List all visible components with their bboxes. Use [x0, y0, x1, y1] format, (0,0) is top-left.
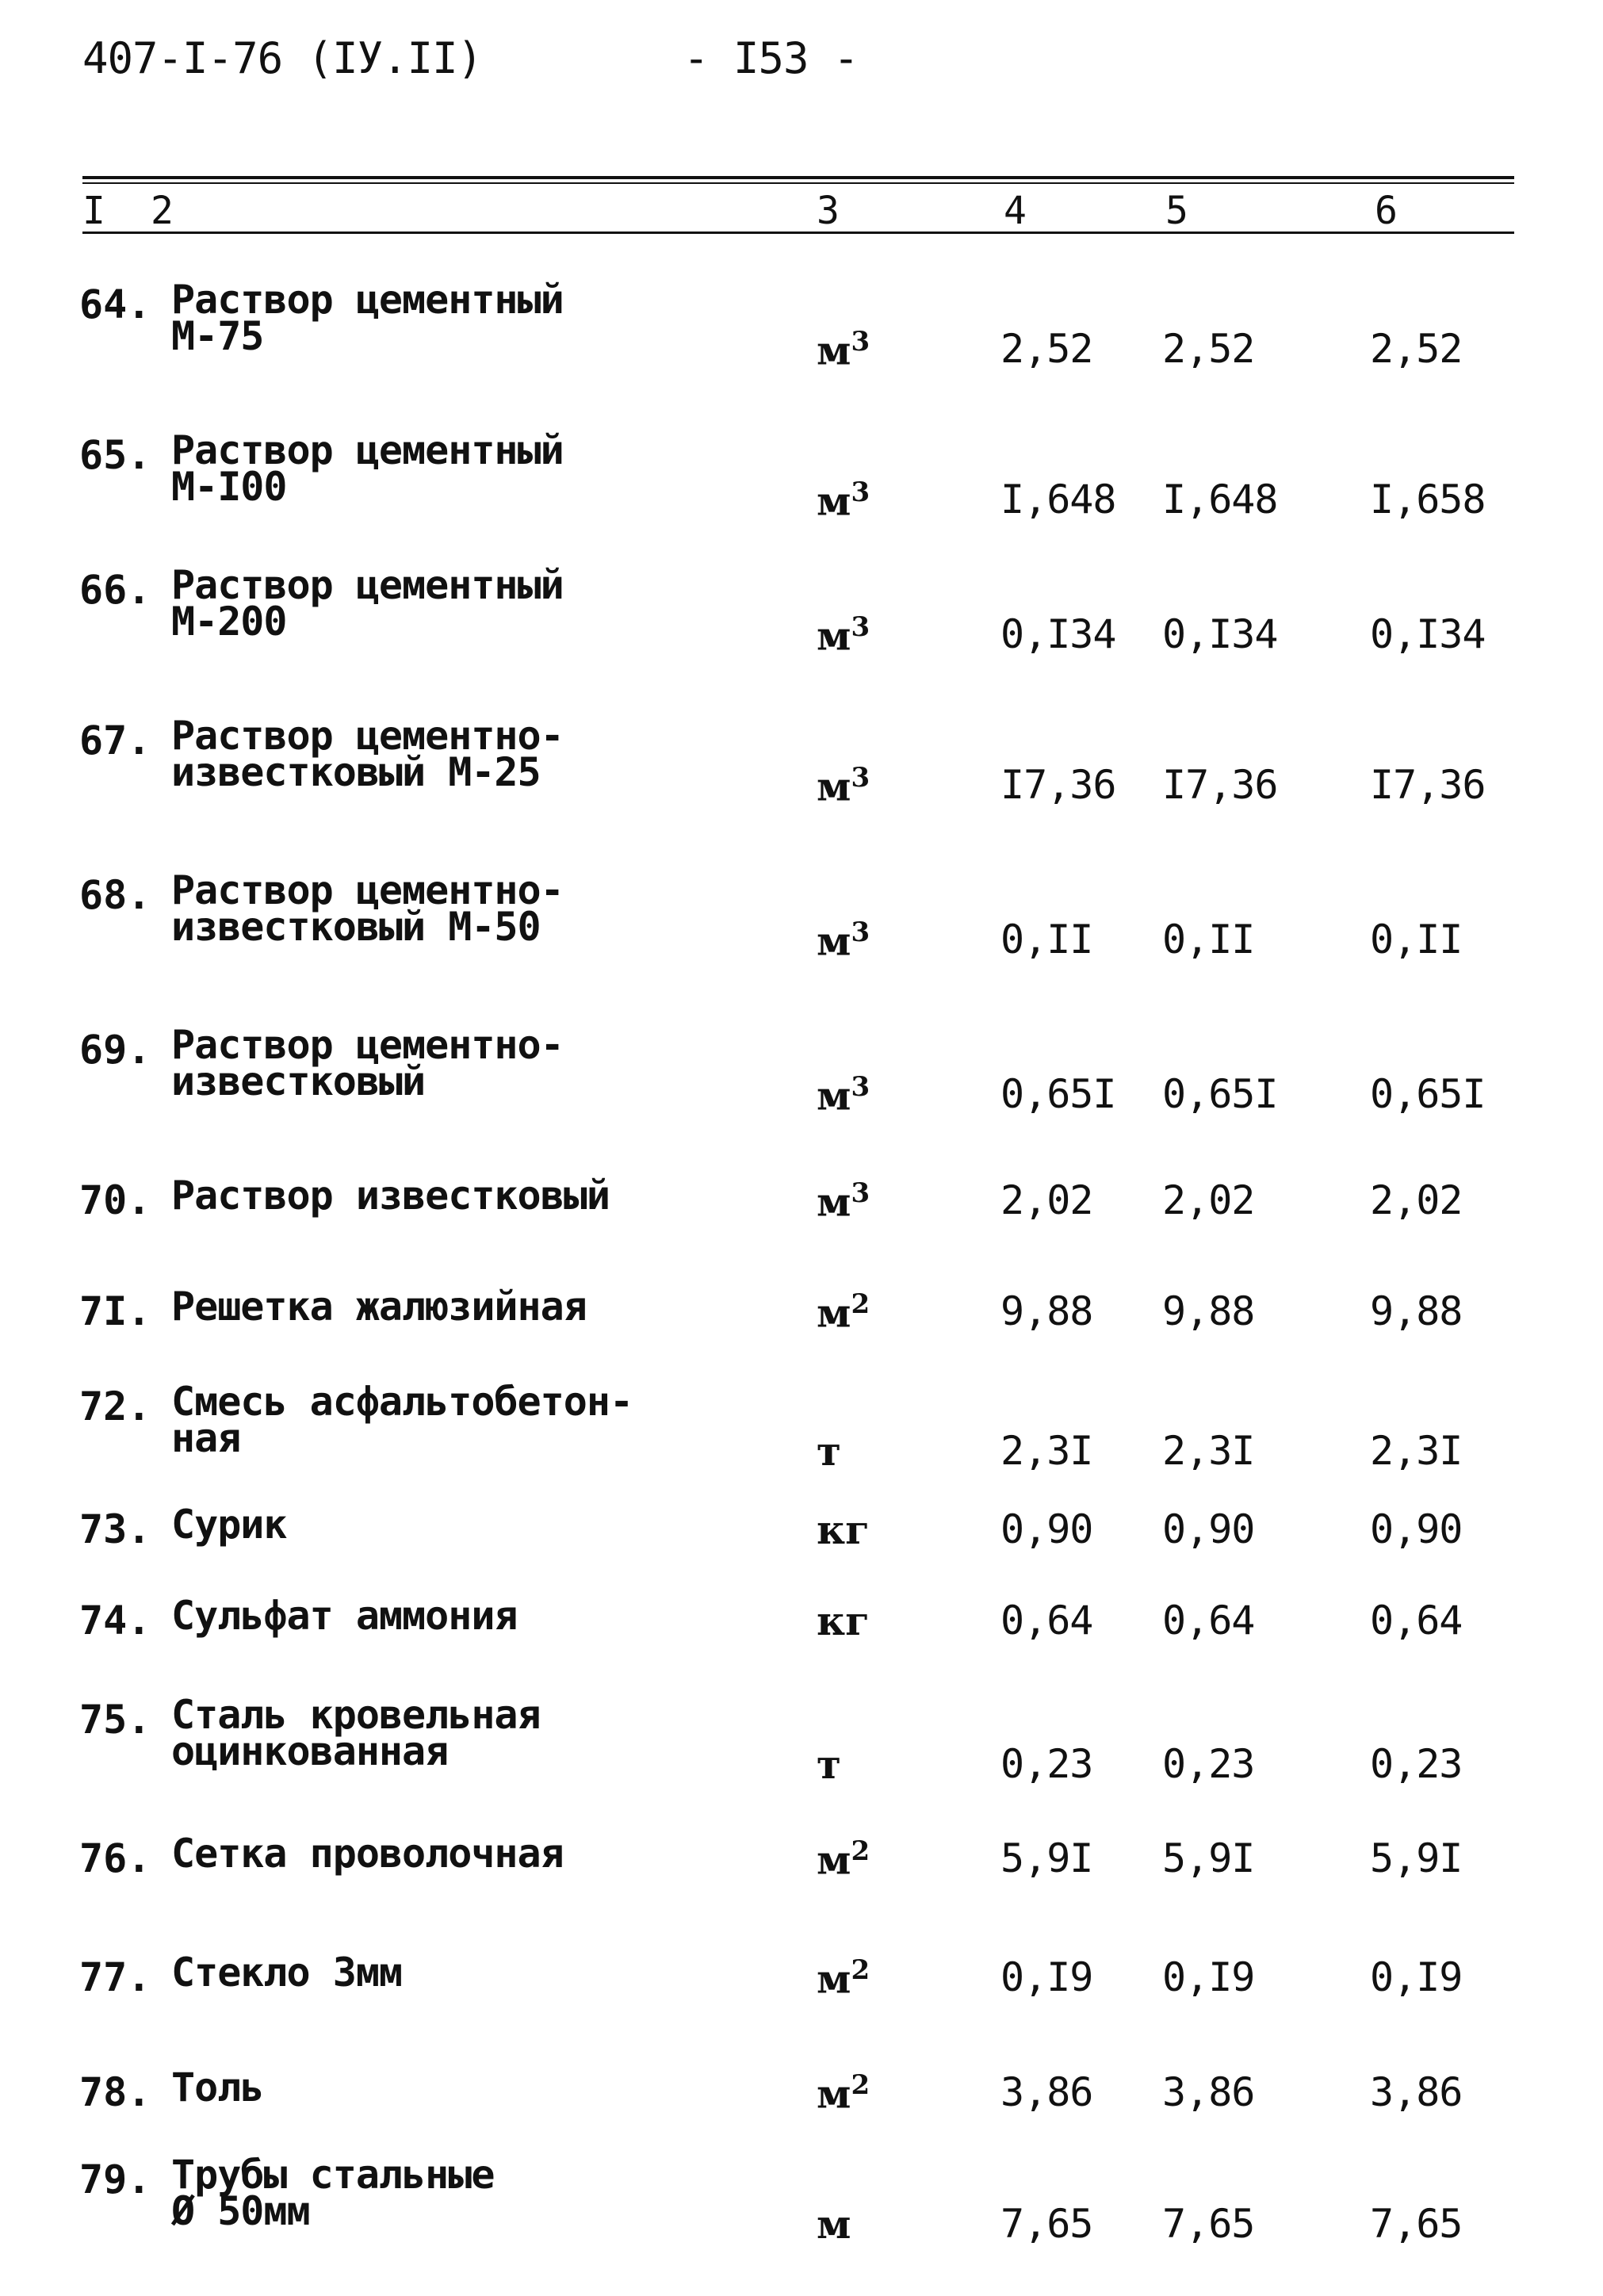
unit-exponent: 3: [851, 611, 870, 643]
value-col-4: 0,I9: [1000, 1954, 1093, 2000]
material-name: Раствор цементный М-I00: [171, 427, 564, 510]
unit-exponent: 3: [851, 762, 870, 794]
value-col-6: 2,3I: [1370, 1428, 1463, 1474]
unit-base: т: [817, 1428, 841, 1475]
material-name: Раствор известковый: [171, 1173, 610, 1219]
value-col-6: 3,86: [1370, 2069, 1463, 2115]
value-col-5: 5,9I: [1162, 1835, 1255, 1881]
row-number: 69.: [79, 1027, 151, 1073]
unit-base: м: [817, 327, 851, 374]
unit-base: м: [817, 477, 851, 525]
material-name: Сталь кровельная оцинкованная: [171, 1692, 541, 1774]
unit: [817, 1428, 841, 1475]
material-name: Решетка жалюзийная: [171, 1284, 587, 1330]
value-col-6: 2,02: [1370, 1177, 1463, 1223]
unit: [817, 611, 870, 660]
unit-exponent: 2: [851, 2069, 870, 2101]
table-top-rule-inner: [82, 182, 1514, 184]
material-name: Раствор цементный М-75: [171, 277, 564, 359]
value-col-6: 0,23: [1370, 1741, 1463, 1787]
unit-base: т: [817, 1741, 841, 1788]
value-col-4: 2,3I: [1000, 1428, 1093, 1474]
value-col-5: 0,90: [1162, 1506, 1255, 1552]
value-col-5: 2,52: [1162, 326, 1255, 372]
material-name: Раствор цементно- известковый М-50: [171, 867, 564, 950]
value-col-4: 3,86: [1000, 2069, 1093, 2115]
unit-exponent: 3: [851, 916, 870, 948]
value-col-5: I7,36: [1162, 762, 1278, 808]
unit: [817, 1506, 870, 1553]
column-number-2: 2: [151, 189, 174, 233]
material-name: Раствор цементно- известковый: [171, 1022, 564, 1104]
value-col-5: 9,88: [1162, 1288, 1255, 1334]
row-number: 67.: [79, 718, 151, 763]
unit-base: м: [817, 1072, 851, 1119]
value-col-4: 7,65: [1000, 2201, 1093, 2247]
row-number: 78.: [79, 2069, 151, 2115]
value-col-6: 5,9I: [1370, 1835, 1463, 1881]
unit: [817, 1288, 870, 1337]
table-header-rule: [82, 232, 1514, 234]
value-col-4: 2,02: [1000, 1177, 1093, 1223]
unit-base: м: [817, 763, 851, 810]
unit: [817, 1741, 841, 1788]
material-name: Сетка проволочная: [171, 1831, 564, 1877]
document-code: 407-I-76 (IУ.II): [82, 33, 483, 83]
unit-exponent: 2: [851, 1288, 870, 1320]
row-number: 77.: [79, 1954, 151, 2000]
value-col-6: I,658: [1370, 476, 1486, 522]
unit-base: м: [817, 1836, 851, 1884]
material-name: Сульфат аммония: [171, 1593, 518, 1639]
row-number: 64.: [79, 281, 151, 327]
value-col-6: 0,I9: [1370, 1954, 1463, 2000]
value-col-5: 3,86: [1162, 2069, 1255, 2115]
unit-exponent: 2: [851, 1954, 870, 1986]
value-col-4: 9,88: [1000, 1288, 1093, 1334]
unit-base: м: [817, 2070, 851, 2118]
material-name: Раствор цементно- известковый М-25: [171, 713, 564, 795]
material-name: Толь: [171, 2064, 264, 2110]
unit-base: м: [817, 1178, 851, 1226]
value-col-5: 7,65: [1162, 2201, 1255, 2247]
row-number: 72.: [79, 1383, 151, 1429]
row-number: 66.: [79, 567, 151, 613]
value-col-6: 0,90: [1370, 1506, 1463, 1552]
unit-exponent: 3: [851, 1177, 870, 1209]
unit: [817, 1598, 870, 1644]
row-number: 79.: [79, 2156, 151, 2202]
value-col-6: 0,65I: [1370, 1071, 1486, 1117]
column-number-4: 4: [1004, 189, 1027, 233]
value-col-5: 0,II: [1162, 916, 1255, 962]
value-col-4: I7,36: [1000, 762, 1116, 808]
row-number: 7I.: [79, 1288, 151, 1334]
unit: [817, 2069, 870, 2118]
value-col-6: 9,88: [1370, 1288, 1463, 1334]
row-number: 75.: [79, 1697, 151, 1743]
row-number: 73.: [79, 1506, 151, 1552]
value-col-5: 0,64: [1162, 1598, 1255, 1644]
unit: [817, 762, 870, 810]
value-col-5: 2,02: [1162, 1177, 1255, 1223]
value-col-5: 2,3I: [1162, 1428, 1255, 1474]
value-col-5: 0,I34: [1162, 611, 1278, 657]
unit-exponent: 3: [851, 476, 870, 508]
value-col-6: 0,I34: [1370, 611, 1486, 657]
value-col-6: I7,36: [1370, 762, 1486, 808]
row-number: 74.: [79, 1598, 151, 1644]
column-number-3: 3: [817, 189, 840, 233]
unit: [817, 2201, 851, 2248]
row-number: 70.: [79, 1177, 151, 1223]
column-number-6: 6: [1375, 189, 1398, 233]
value-col-6: 0,II: [1370, 916, 1463, 962]
material-name: Стекло 3мм: [171, 1950, 403, 1996]
value-col-4: 0,90: [1000, 1506, 1093, 1552]
value-col-5: I,648: [1162, 476, 1278, 522]
unit-base: м: [817, 917, 851, 965]
unit-exponent: 3: [851, 326, 870, 358]
unit: [817, 476, 870, 525]
row-number: 76.: [79, 1835, 151, 1881]
value-col-4: 0,65I: [1000, 1071, 1116, 1117]
value-col-6: 0,64: [1370, 1598, 1463, 1644]
unit-base: кг: [817, 1506, 870, 1553]
row-number: 68.: [79, 872, 151, 918]
unit-base: м: [817, 1955, 851, 2003]
value-col-6: 7,65: [1370, 2201, 1463, 2247]
unit: [817, 916, 870, 965]
value-col-4: 2,52: [1000, 326, 1093, 372]
value-col-5: 0,65I: [1162, 1071, 1278, 1117]
column-number-5: 5: [1165, 189, 1188, 233]
material-name: Трубы стальные Ø 50мм: [171, 2152, 495, 2234]
page-number: - I53 -: [683, 33, 859, 83]
unit-exponent: 2: [851, 1835, 870, 1867]
unit-base: кг: [817, 1598, 870, 1644]
value-col-4: 0,64: [1000, 1598, 1093, 1644]
unit: [817, 1954, 870, 2003]
unit: [817, 1835, 870, 1884]
unit-exponent: 3: [851, 1071, 870, 1103]
unit-base: м: [817, 612, 851, 660]
value-col-4: 0,II: [1000, 916, 1093, 962]
unit: [817, 326, 870, 374]
material-name: Сурик: [171, 1502, 287, 1548]
value-col-5: 0,I9: [1162, 1954, 1255, 2000]
value-col-4: 0,23: [1000, 1741, 1093, 1787]
value-col-5: 0,23: [1162, 1741, 1255, 1787]
unit-base: м: [817, 2201, 851, 2248]
unit: [817, 1071, 870, 1119]
unit-base: м: [817, 1289, 851, 1337]
column-number-1: I: [82, 189, 105, 233]
row-number: 65.: [79, 432, 151, 478]
value-col-4: I,648: [1000, 476, 1116, 522]
unit: [817, 1177, 870, 1226]
material-name: Смесь асфальтобетон- ная: [171, 1379, 633, 1461]
material-name: Раствор цементный М-200: [171, 562, 564, 645]
value-col-4: 0,I34: [1000, 611, 1116, 657]
value-col-4: 5,9I: [1000, 1835, 1093, 1881]
value-col-6: 2,52: [1370, 326, 1463, 372]
table-top-rule: [82, 176, 1514, 179]
